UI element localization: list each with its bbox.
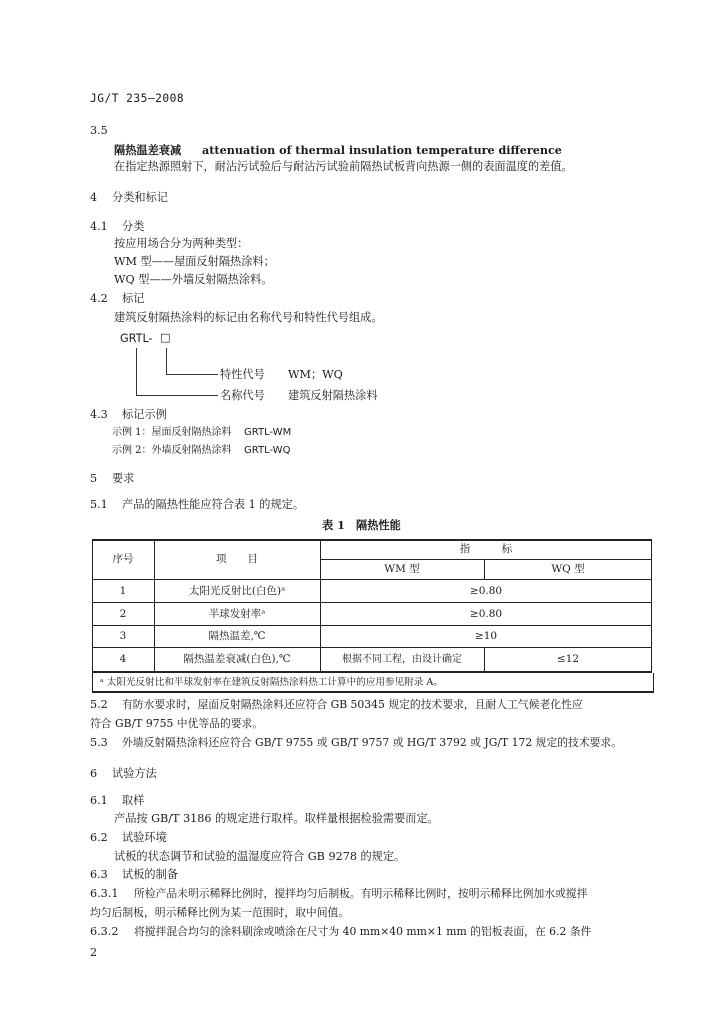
table-header-wq: WQ 型 [551,563,585,575]
section-title: 试验方法 [112,767,157,780]
diagram-line [166,348,167,374]
section-number: 4.3 [90,408,108,421]
table-caption: 表 1 隔热性能 [322,518,401,532]
paragraph: 建筑反射隔热涂料的标记由名称代号和特性代号组成。 [114,311,383,324]
section-title: 标记示例 [122,408,167,421]
paragraph: WQ 型——外墙反射隔热涂料。 [114,273,273,286]
term-chinese: 隔热温差衰减 [114,143,182,157]
section-number: 5 [90,472,98,485]
section-number: 3.5 [90,124,108,137]
diagram-line [136,348,137,395]
diagram-line [166,374,218,375]
example-label: 示例 2：外墙反射隔热涂料 [112,445,232,456]
paragraph: 符合 GB/T 9755 中优等品的要求。 [90,717,264,730]
example-code: GRTL-WQ [244,445,291,456]
marking-code: GRTL- [120,332,153,345]
section-title: 标记 [122,292,145,305]
section-number: 5.1 [90,498,108,511]
table-cell-wq: ≤12 [556,653,580,665]
section-title: 取样 [122,794,145,807]
term-definition: 在指定热源照射下，耐沾污试验后与耐沾污试验前隔热试板背向热源一侧的表面温度的差值。 [114,160,573,173]
diagram-value: WM；WQ [288,368,343,381]
table-cell-value: ≥0.80 [469,608,503,620]
diagram-label: 特性代号 [220,368,265,381]
section-number: 6 [90,767,98,780]
section-number: 4.1 [90,220,108,233]
table-cell-no: 1 [119,585,127,597]
paragraph: 外墙反射隔热涂料还应符合 GB/T 9755 或 GB/T 9757 或 HG/T 3792 或 JG/T 172 规定的技术要求。 [122,736,623,749]
table-cell-no: 4 [119,653,127,665]
section-title: 试验环境 [122,831,167,844]
paragraph: WM 型——屋面反射隔热涂料； [114,255,275,268]
table-rule [92,647,652,648]
table-header-no: 序号 [112,553,134,565]
table-rule [92,602,652,603]
paragraph: 产品的隔热性能应符合表 1 的规定。 [122,498,305,511]
table-header-wm: WM 型 [384,563,420,575]
table-cell-value: ≥10 [474,630,498,642]
section-title: 试板的制备 [122,868,178,881]
table-rule [320,539,321,671]
table-header-item: 项 目 [216,553,258,565]
term-english: attenuation of thermal insulation temperature difference [202,143,562,157]
section-title: 要求 [112,472,135,485]
table-cell-value: ≥0.80 [469,585,503,597]
table-rule [92,625,652,626]
table-rule [92,579,652,580]
paragraph: 产品按 GB/T 3186 的规定进行取样。取样量根据检验需要而定。 [114,812,439,825]
table-rule [320,559,652,560]
table-cell-wm: 根据不同工程，由设计确定 [342,654,462,665]
table-border [92,539,652,541]
section-number: 4 [90,191,98,204]
section-number: 6.2 [90,831,108,844]
performance-table [92,539,652,673]
table-border [651,539,652,673]
table-cell-no: 3 [119,630,127,642]
section-number: 5.2 [90,698,108,711]
table-rule [484,559,485,579]
section-title: 分类和标记 [112,191,168,204]
section-number: 4.2 [90,292,108,305]
section-number: 6.1 [90,794,108,807]
table-cell-no: 2 [119,608,127,620]
section-number: 6.3 [90,868,108,881]
page-number: 2 [90,946,98,959]
marking-code-box: □ [160,331,171,344]
table-cell-item: 隔热温差,℃ [208,630,266,642]
table-cell-item: 隔热温差衰减(白色),℃ [183,653,291,665]
paragraph: 所检产品未明示稀释比例时，搅拌均匀后制板。有明示稀释比例时，按明示稀释比例加水或搅拌 [134,887,588,900]
table-rule [154,539,155,671]
table-rule [484,647,485,671]
table-cell-item: 太阳光反射比(白色)ᵃ [188,585,286,597]
section-number: 6.3.2 [90,925,119,938]
section-number: 6.3.1 [90,887,119,900]
section-title: 分类 [122,220,145,233]
table-border [92,539,93,673]
example-label: 示例 1：屋面反射隔热涂料 [112,427,232,438]
diagram-line [136,395,218,396]
paragraph: 均匀后制板，明示稀释比例为某一范围时，取中间值。 [90,906,350,919]
paragraph: 有防水要求时，屋面反射隔热涂料还应符合 GB 50345 规定的技术要求，且耐人工气候老化性应 [122,698,583,711]
paragraph: 试板的状态调节和试验的温湿度应符合 GB 9278 的规定。 [114,850,406,863]
standard-code-header: JG/T 235—2008 [90,92,185,105]
diagram-label: 名称代号 [220,389,265,402]
paragraph: 将搅拌混合均匀的涂料刷涂或喷涂在尺寸为 40 mm×40 mm×1 mm 的铝板表面，在 6.2 条件 [134,925,592,938]
paragraph: 按应用场合分为两种类型： [114,237,249,250]
table-header-index: 指 标 [459,543,513,555]
table-footnote: ᵃ 太阳光反射比和半球发射率在建筑反射隔热涂料热工计算中的应用参见附录 A。 [100,677,443,688]
table-cell-item: 半球发射率ᵃ [208,608,266,620]
diagram-value: 建筑反射隔热涂料 [288,389,378,402]
section-number: 5.3 [90,736,108,749]
example-code: GRTL-WM [244,427,292,438]
